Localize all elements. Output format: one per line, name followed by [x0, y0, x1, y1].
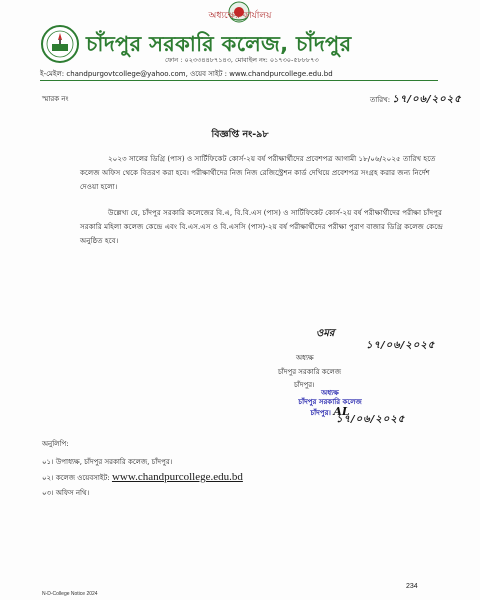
- website-label: ওয়েব সাইট :: [190, 70, 227, 78]
- footer-note: N-D-College Notice 2024: [42, 591, 98, 597]
- cc-item-number: ০২।: [42, 474, 54, 482]
- cc-item-number: ০১।: [42, 458, 54, 466]
- cc-item-text: কলেজ ওয়েবসাইট:: [55, 474, 110, 482]
- stamp-title: অধ্যক্ষ: [321, 389, 339, 397]
- notice-paragraph: উল্লেখ্য যে, চাঁদপুর সরকারি কলেজের বি.এ, বি.বি.এস (পাস) ও সার্টিফিকেট কোর্স-২য় বর্ষ পরীক্ষার্থীদের পরীক্ষা চাঁদপুর সরকারি মহিলা কলেজ কেন্দ্রে এবং বি.এস.এস ও বি.এসসি (পাস)-২য় বর্ষ পরীক্ষার্থীদের পরীক্ষা পুরাণ বাজার ডিগ্রি কলেজ কেন্দ্রে অনুষ্ঠিত হবে।: [80, 208, 443, 245]
- email-value[interactable]: chandpurgovtcollege@yahoo.com: [66, 70, 186, 78]
- date-value: ১৭/০৬/২০২৫: [392, 94, 462, 105]
- header-divider: [40, 80, 438, 81]
- notice-title: বিজ্ঞপ্তি নং-৯৮: [211, 129, 269, 140]
- list-item: [42, 470, 243, 486]
- date-label: তারিখ:: [370, 96, 391, 104]
- notice-paragraph: ২০২৩ সালের ডিগ্রি (পাস) ও সার্টিফিকেট কোর্স-২য় বর্ষ পরীক্ষার্থীদের প্রবেশপত্র আগামী ১৮/০৬/২০২৫ তারিখ হতে কলেজ অফিস থেকে বিতরণ করা হবে। পরীক্ষার্থীদের নিজ নিজ রেজিস্ট্রেশন কার্ড দেখিয়ে প্রবেশপত্র সংগ্রহ করার জন্য নির্দেশ দেওয়া হলো।: [80, 154, 436, 191]
- memo-number-label: স্মারক নং: [42, 95, 69, 103]
- page-number: 234: [406, 583, 418, 590]
- stamp-date: ১৭/০৬/২০২৫: [336, 414, 406, 425]
- cc-item-text: উপাধ্যক্ষ, চাঁদপুর সরকারি কলেজ, চাঁদপুর।: [55, 458, 173, 466]
- cc-item-text: অফিস নথি।: [55, 489, 90, 497]
- signatory-title: অধ্যক্ষ: [296, 354, 314, 362]
- college-website-link[interactable]: www.chandpurcollege.edu.bd: [111, 471, 243, 483]
- list-item: [42, 455, 243, 470]
- signature-date: ১৭/০৬/২০২৫: [366, 340, 436, 351]
- college-logo-icon: [40, 24, 80, 64]
- principal-signature: ওমর: [316, 328, 335, 339]
- signatory-city: চাঁদপুর।: [294, 381, 315, 389]
- cc-label: অনুলিপি:: [42, 440, 69, 448]
- cc-item-number: ০৩।: [42, 489, 54, 497]
- contact-line: ফোন : ০২৩৩৪৪৮৭১৪৩, মোবাইল নং: ০১৭৩০-৫৮৮৮৭৩: [165, 56, 319, 64]
- email-website-line: ই-মেইল: chandpurgovtcollege@yahoo.com, ওয়েব সাইট : www.chandpurcollege.edu.bd: [40, 70, 333, 78]
- stamp-college: চাঁদপুর সরকারি কলেজ: [298, 398, 362, 406]
- email-label: ই-মেইল:: [40, 70, 65, 78]
- date-row: [370, 92, 462, 109]
- office-heading: অধ্যক্ষের কার্যালয়: [208, 11, 272, 21]
- stamp-initials: AL: [333, 405, 350, 418]
- website-value[interactable]: www.chandpurcollege.edu.bd: [229, 70, 333, 78]
- college-name: চাঁদপুর সরকারি কলেজ, চাঁদপুর: [86, 32, 352, 56]
- list-item: [42, 486, 243, 501]
- cc-list: [42, 455, 243, 501]
- stamp-city: চাঁদপুর।: [310, 409, 331, 417]
- signatory-college: চাঁদপুর সরকারি কলেজ: [278, 368, 341, 376]
